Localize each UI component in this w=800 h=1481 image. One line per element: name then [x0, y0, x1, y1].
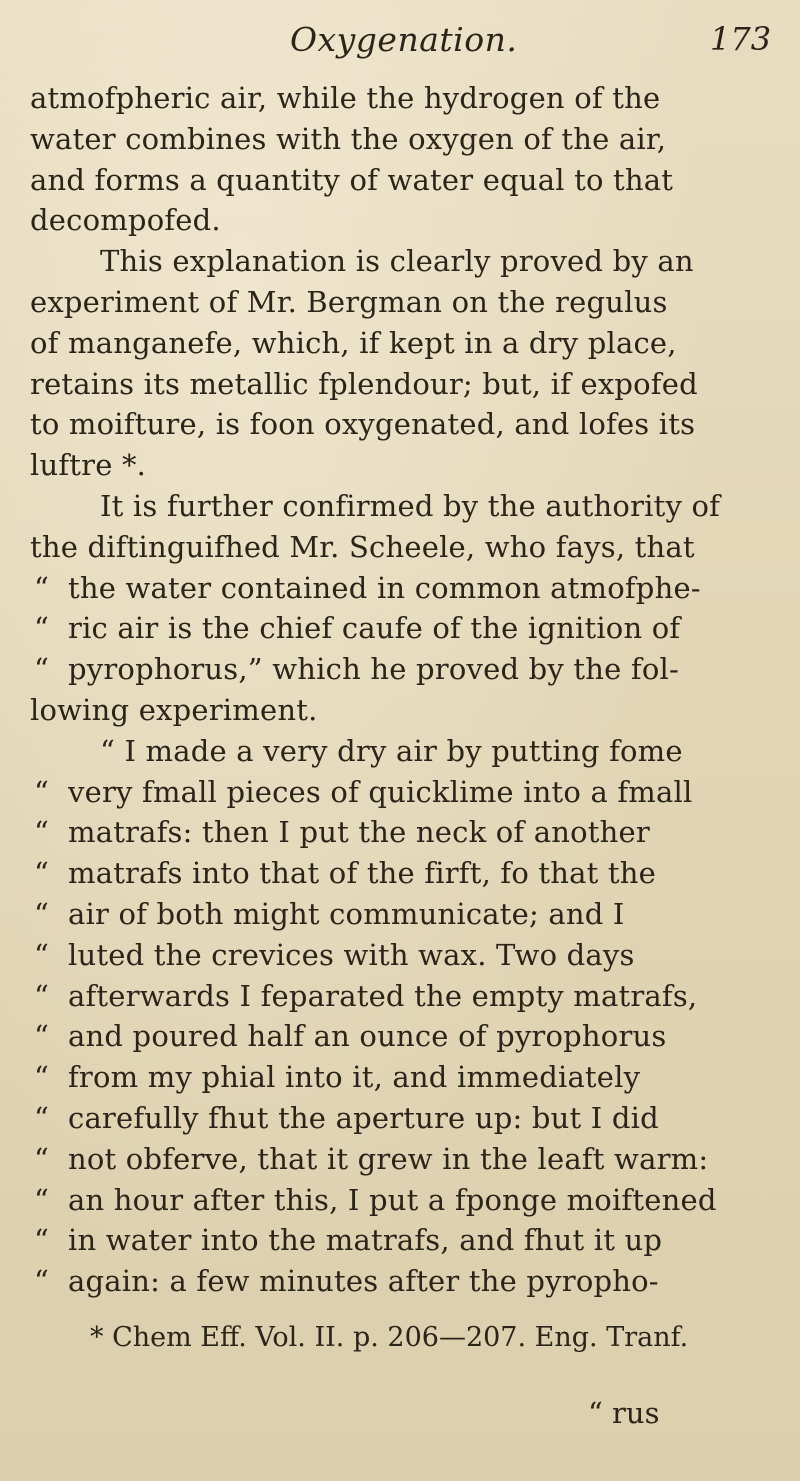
- line-text: and poured half an ounce of pyrophorus: [68, 1019, 667, 1054]
- quote-mark: “: [34, 774, 50, 809]
- text-line: [30, 649, 770, 690]
- quote-mark: “: [34, 856, 50, 891]
- line-text: not obferve, that it grew in the leaft warm:: [68, 1141, 709, 1176]
- line-text: to moifture, is foon oxygenated, and lofes its: [30, 407, 696, 442]
- line-text: experiment of Mr. Bergman on the regulus: [30, 284, 668, 319]
- text-line: [30, 119, 770, 160]
- line-text: decompofed.: [30, 203, 221, 238]
- text-line: [30, 241, 770, 282]
- quote-mark: “: [34, 1060, 50, 1095]
- line-text: retains its metallic fplendour; but, if expofed: [30, 366, 698, 401]
- line-text: matrafs: then I put the neck of another: [68, 815, 650, 850]
- quote-mark: “: [34, 611, 50, 646]
- text-line: [30, 527, 770, 568]
- text-line: [30, 404, 770, 445]
- text-line: [30, 935, 770, 976]
- text-line: [30, 160, 770, 201]
- running-title: Oxygenation.: [290, 20, 518, 59]
- text-line: [30, 812, 770, 853]
- line-text: the water contained in common atmofphe-: [68, 570, 701, 605]
- body-text: [30, 78, 770, 1302]
- text-line: [30, 78, 770, 119]
- line-text: pyrophorus,” which he proved by the fol-: [68, 652, 679, 687]
- catchword: “ rus: [588, 1396, 660, 1430]
- quote-mark: “: [34, 896, 50, 931]
- line-text: very fmall pieces of quicklime into a fmall: [68, 774, 693, 809]
- quote-mark: “: [34, 1223, 50, 1258]
- line-text: again: a few minutes after the pyropho-: [68, 1264, 659, 1299]
- text-line: [30, 486, 770, 527]
- quote-mark: “: [34, 978, 50, 1013]
- line-text: It is further confirmed by the authority of: [100, 488, 721, 523]
- text-line: [30, 853, 770, 894]
- quote-mark: “: [34, 1141, 50, 1176]
- line-text: air of both might communicate; and I: [68, 896, 625, 931]
- text-line: [30, 1098, 770, 1139]
- line-text: ric air is the chief caufe of the ignition of: [68, 611, 681, 646]
- text-line: [30, 282, 770, 323]
- text-line: [30, 568, 770, 609]
- text-line: [30, 1016, 770, 1057]
- line-text: and forms a quantity of water equal to that: [30, 162, 674, 197]
- footnote: * Chem Eff. Vol. II. p. 206—207. Eng. Tranf.: [90, 1322, 689, 1353]
- text-line: [30, 731, 770, 772]
- line-text: matrafs into that of the firft, fo that the: [68, 856, 657, 891]
- line-text: the diftinguifhed Mr. Scheele, who fays, that: [30, 529, 695, 564]
- text-line: [30, 200, 770, 241]
- text-line: [30, 1180, 770, 1221]
- line-text: lowing experiment.: [30, 692, 318, 727]
- text-line: [30, 1220, 770, 1261]
- line-text: water combines with the oxygen of the air,: [30, 121, 667, 156]
- text-line: [30, 1057, 770, 1098]
- line-text: “ I made a very dry air by putting fome: [100, 733, 683, 768]
- line-text: an hour after this, I put a fponge moiftened: [68, 1182, 717, 1217]
- line-text: luted the crevices with wax. Two days: [68, 937, 635, 972]
- quote-mark: “: [34, 652, 50, 687]
- quote-mark: “: [34, 937, 50, 972]
- line-text: afterwards I feparated the empty matrafs,: [68, 978, 698, 1013]
- line-text: atmofpheric air, while the hydrogen of the: [30, 81, 661, 115]
- text-line: [30, 1139, 770, 1180]
- quote-mark: “: [34, 1019, 50, 1054]
- quote-mark: “: [34, 570, 50, 605]
- line-text: of manganefe, which, if kept in a dry place,: [30, 325, 677, 360]
- text-line: [30, 608, 770, 649]
- text-line: [30, 364, 770, 405]
- text-line: [30, 323, 770, 364]
- text-line: [30, 1261, 770, 1302]
- text-line: [30, 894, 770, 935]
- line-text: from my phial into it, and immediately: [68, 1060, 641, 1095]
- quote-mark: “: [34, 1264, 50, 1299]
- text-line: [30, 445, 770, 486]
- text-line: [30, 690, 770, 731]
- page-number: 173: [710, 20, 772, 58]
- quote-mark: “: [34, 1100, 50, 1135]
- text-line: [30, 976, 770, 1017]
- line-text: This explanation is clearly proved by an: [100, 244, 694, 279]
- text-line: [30, 772, 770, 813]
- line-text: in water into the matrafs, and fhut it up: [68, 1223, 663, 1258]
- line-text: luftre *.: [30, 448, 147, 483]
- quote-mark: “: [34, 815, 50, 850]
- page-header: [0, 8, 800, 68]
- quote-mark: “: [34, 1182, 50, 1217]
- line-text: carefully fhut the aperture up: but I did: [68, 1100, 659, 1135]
